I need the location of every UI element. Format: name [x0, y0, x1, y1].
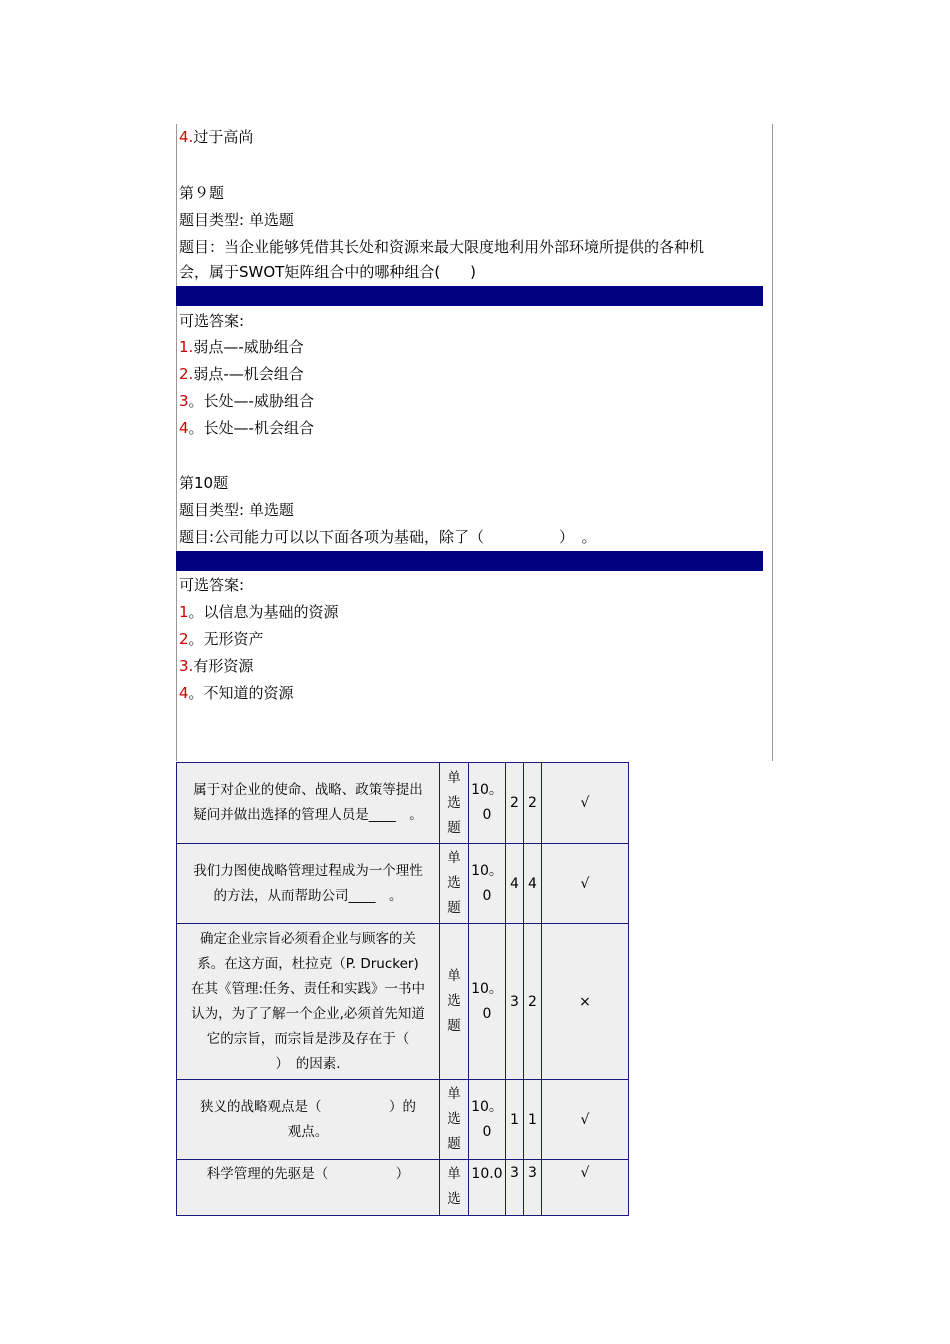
option-number: 4	[179, 419, 189, 437]
correct-answer-cell: 3	[506, 924, 524, 1080]
type-cell	[440, 1160, 469, 1216]
q10-option-2	[179, 629, 264, 649]
option-text: 。长处—-威胁组合	[188, 392, 314, 410]
question-cell	[177, 924, 440, 1080]
score-text: 10。	[471, 782, 503, 798]
question-text: 我们力图使战略管理过程成为一个理性	[193, 862, 423, 879]
question-text: 确定企业宗旨必须看企业与顾客的关	[200, 930, 416, 947]
q9-option-2	[179, 364, 304, 384]
q9-title: 第９题	[179, 184, 225, 202]
type-text: 单	[447, 769, 461, 786]
question-text: 观点。	[287, 1123, 329, 1140]
question-text: 疑问并做出选择的管理人员是____ 。	[193, 807, 423, 823]
score-text: 10。	[471, 980, 503, 997]
table-row	[177, 924, 629, 1080]
q9-answer-bar	[176, 286, 763, 306]
q10-type: 题目类型: 单选题	[179, 501, 294, 519]
correct-answer-cell: 1	[506, 1080, 524, 1160]
type-cell	[440, 1080, 469, 1160]
question-text: 的方法，从而帮助公司____ 。	[213, 887, 403, 904]
score-text: 0	[482, 807, 492, 823]
result-mark: √	[542, 763, 629, 844]
type-text: 单	[447, 1166, 461, 1182]
q10-answer-bar	[176, 551, 763, 571]
question-text: 在其《管理:任务、责任和实践》一书中	[190, 980, 426, 997]
question-cell	[177, 1080, 440, 1160]
option-text: 。无形资产	[188, 630, 264, 648]
table-row	[177, 763, 629, 844]
type-text: 选	[447, 1191, 461, 1207]
correct-answer-cell: 3	[506, 1160, 524, 1216]
score-text: 10。	[471, 862, 503, 879]
type-cell	[440, 763, 469, 844]
score-cell	[469, 1080, 506, 1160]
type-text: 题	[447, 819, 461, 836]
option-number: 3	[179, 392, 189, 410]
correct-answer-cell: 2	[506, 763, 524, 844]
q10-option-1	[179, 602, 339, 622]
type-text: 选	[447, 794, 461, 811]
q10-option-4	[179, 683, 294, 703]
score-text: 0	[482, 887, 492, 904]
q9-option-3	[179, 391, 314, 411]
type-text: 题	[447, 900, 461, 916]
correct-answer-cell: 4	[506, 844, 524, 924]
user-answer-cell: 3	[524, 1160, 542, 1216]
option-number: 2.	[179, 365, 194, 383]
q10-title: 第10题	[179, 474, 229, 492]
type-text: 选	[447, 1111, 461, 1127]
user-answer-cell: 4	[524, 844, 542, 924]
question-text: 科学管理的先驱是（ ）	[206, 1166, 410, 1182]
question-cell	[177, 1160, 440, 1216]
score-cell	[469, 924, 506, 1080]
type-text: 题	[447, 1136, 461, 1152]
option-number: 3.	[179, 657, 194, 675]
user-answer-cell: 2	[524, 763, 542, 844]
q9-stem-line1: 题目：当企业能够凭借其长处和资源来最大限度地利用外部环境所提供的各种机	[179, 238, 705, 256]
question-text: 它的宗旨，而宗旨是涉及存在于（	[206, 1030, 410, 1047]
question-cell	[177, 844, 440, 924]
q10-stem: 题目:公司能力可以以下面各项为基础，除了（ ） 。	[179, 528, 597, 546]
type-text: 选	[447, 993, 461, 1009]
option-text: 。以信息为基础的资源	[188, 603, 339, 621]
option-text: 过于高尚	[193, 128, 254, 146]
q9-option-4	[179, 418, 314, 438]
type-text: 单	[447, 850, 461, 866]
result-mark: √	[542, 844, 629, 924]
option-text: 。长处—-机会组合	[188, 419, 314, 437]
score-text: 10.0	[471, 1166, 503, 1182]
q9-type: 题目类型: 单选题	[179, 211, 294, 229]
type-cell	[440, 844, 469, 924]
user-answer-cell: 1	[524, 1080, 542, 1160]
score-text: 0	[482, 1005, 492, 1022]
type-cell	[440, 924, 469, 1080]
result-mark: ×	[542, 924, 629, 1080]
option-text: 弱点—-威胁组合	[193, 338, 304, 356]
option-number: 4	[179, 684, 189, 702]
option-text: 有形资源	[193, 657, 254, 675]
question-text: 系。在这方面，杜拉克（P. Drucker)	[197, 955, 419, 972]
score-text: 10。	[471, 1098, 503, 1115]
table-row	[177, 844, 629, 924]
results-table	[176, 762, 629, 1216]
q10-options-label: 可选答案:	[179, 576, 245, 594]
score-cell	[469, 1160, 506, 1216]
option-number: 2	[179, 630, 189, 648]
user-answer-cell: 2	[524, 924, 542, 1080]
q8-option-4	[179, 127, 253, 147]
question-text: ） 的因素.	[275, 1055, 341, 1072]
question-text: 狭义的战略观点是（ ）的	[200, 1098, 416, 1115]
score-text: 0	[482, 1123, 492, 1140]
q10-option-3	[179, 656, 253, 676]
type-text: 单	[447, 1086, 461, 1102]
type-text: 单	[447, 968, 461, 984]
table-row	[177, 1080, 629, 1160]
score-cell	[469, 844, 506, 924]
option-text: 弱点-—机会组合	[193, 365, 304, 383]
score-cell	[469, 763, 506, 844]
option-number: 4.	[179, 128, 194, 146]
table-row	[177, 1160, 629, 1216]
type-text: 选	[447, 875, 461, 891]
q9-options-label: 可选答案:	[179, 312, 245, 330]
question-text: 属于对企业的使命、战略、政策等提出	[193, 782, 423, 798]
question-text: 认为，为了了解一个企业,必须首先知道	[191, 1005, 425, 1022]
result-mark: √	[542, 1160, 629, 1216]
option-text: 。不知道的资源	[188, 684, 294, 702]
option-number: 1.	[179, 338, 194, 356]
option-number: 1	[179, 603, 189, 621]
q9-stem-line2: 会，属于SWOT矩阵组合中的哪种组合( )	[179, 263, 477, 281]
result-mark: √	[542, 1080, 629, 1160]
q9-option-1	[179, 337, 304, 357]
question-cell	[177, 763, 440, 844]
type-text: 题	[447, 1018, 461, 1034]
